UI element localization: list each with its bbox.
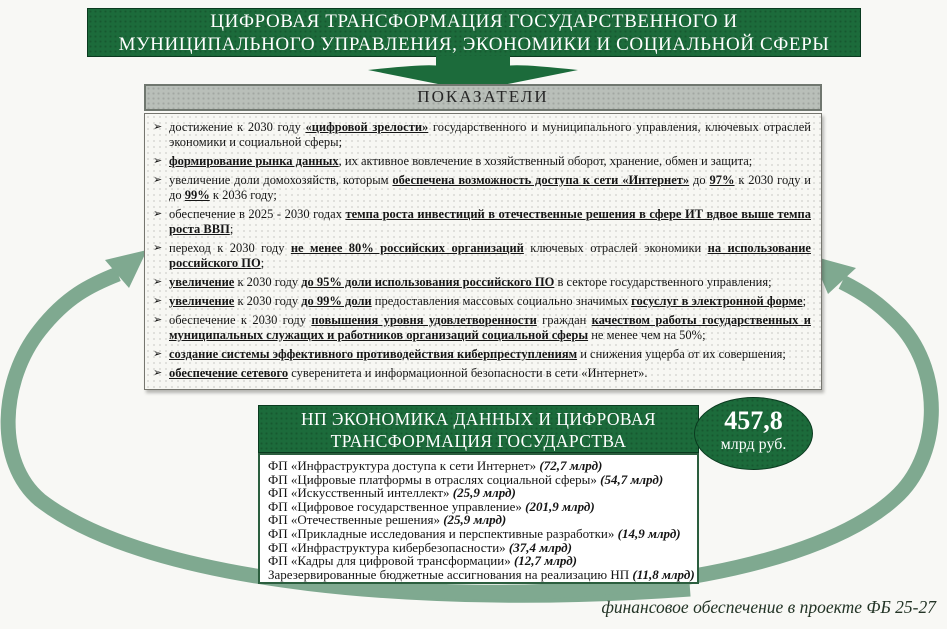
indicator-item (153, 366, 811, 381)
program-item-label: ФП «Кадры для цифровой трансформации» (268, 553, 514, 569)
program-item (268, 541, 691, 555)
program-item-label: ФП «Инфраструктура доступа к сети Интернет» (268, 458, 540, 473)
budget-value: 457,8 (724, 406, 783, 435)
footer-caption: финансовое обеспечение в проекте ФБ 25-27 (601, 597, 936, 617)
program-item (268, 459, 691, 473)
indicator-item (153, 154, 811, 169)
program-item-amount: (201,9 млрд) (525, 498, 595, 514)
bullet-arrow-icon: ➢ (153, 276, 163, 288)
indicator-item (153, 120, 811, 150)
indicator-text: обеспечение сетевого суверенитета и информационной безопасности в сети «Интернет». (169, 366, 648, 380)
indicator-item (153, 294, 811, 309)
program-item-label: ФП «Цифровое государственное управление» (268, 498, 526, 514)
program-item (268, 500, 691, 514)
bullet-arrow-icon: ➢ (153, 314, 163, 326)
indicator-item (153, 173, 811, 203)
program-item-amount: (54,7 млрд) (600, 471, 664, 487)
program-item-label: ФП «Отечественные решения» (268, 512, 444, 528)
program-item-label: ФП «Искусственный интеллект» (268, 485, 453, 501)
program-item (268, 473, 691, 487)
indicator-text: достижение к 2030 году «цифровой зрелости» государственного и муниципального управления, ключевых отраслей экономики и социальной сферы; (169, 120, 811, 149)
indicator-item (153, 207, 811, 237)
program-item (268, 527, 691, 541)
indicator-text: переход к 2030 году не менее 80% российских организаций ключевых отраслей экономики на использование российского ПО; (169, 241, 811, 270)
program-item-label: ФП «Прикладные исследования и перспективные разработки» (268, 525, 618, 541)
program-item-amount: (14,9 млрд) (617, 525, 681, 541)
program-item (268, 486, 691, 500)
page-title-line1: ЦИФРОВАЯ ТРАНСФОРМАЦИЯ ГОСУДАРСТВЕННОГО И (210, 11, 738, 32)
bullet-arrow-icon: ➢ (153, 242, 163, 254)
program-item-label: ФП «Цифровые платформы в отраслях социальной сферы» (268, 471, 601, 487)
indicator-text: обеспечение в 2025 - 2030 годах темпа роста инвестиций в отечественные решения в сфере ИТ вдвое выше темпа роста ВВП; (169, 207, 811, 236)
bullet-arrow-icon: ➢ (153, 295, 163, 307)
bullet-arrow-icon: ➢ (153, 121, 163, 133)
indicator-text: увеличение к 2030 году до 95% доли использования российского ПО в секторе государственного управления; (169, 275, 772, 289)
indicator-text: увеличение доли домохозяйств, которым обеспечена возможность доступа к сети «Интернет» до 97% к 2030 году и до 99% к 2036 году; (169, 173, 811, 202)
program-item-amount: (11,8 млрд) (632, 566, 695, 582)
indicator-text: увеличение к 2030 году до 99% доли предоставления массовых социально значимых госуслуг в электронной форме; (169, 294, 807, 308)
program-title-line1: НП ЭКОНОМИКА ДАННЫХ И ЦИФРОВАЯ (301, 409, 656, 429)
indicators-header: ПОКАЗАТЕЛИ (144, 84, 822, 111)
program-title (258, 405, 699, 453)
program-item (268, 554, 691, 568)
bullet-arrow-icon: ➢ (153, 348, 163, 360)
indicator-item (153, 241, 811, 271)
indicator-text: создание системы эффективного противодействия киберпреступлениям и снижения ущерба от их совершения; (169, 347, 786, 361)
program-title-line2: ТРАНСФОРМАЦИЯ ГОСУДАРСТВА (330, 431, 627, 451)
page-title (87, 8, 861, 57)
indicators-list (144, 113, 822, 390)
bullet-arrow-icon: ➢ (153, 208, 163, 220)
budget-unit: млрд руб. (720, 436, 787, 453)
program-item-amount: (25,9 млрд) (443, 512, 507, 528)
indicator-item (153, 275, 811, 290)
program-item-amount: (12,7 млрд) (513, 553, 577, 569)
indicator-item (153, 347, 811, 362)
program-item-amount: (37,4 млрд) (508, 539, 572, 555)
program-item-label: Зарезервированные бюджетные ассигнования на реализацию НП (268, 566, 633, 582)
bullet-arrow-icon: ➢ (153, 174, 163, 186)
page-title-line2: МУНИЦИПАЛЬНОГО УПРАВЛЕНИЯ, ЭКОНОМИКИ И СОЦИАЛЬНОЙ СФЕРЫ (118, 34, 830, 55)
program-item-label: ФП «Инфраструктура кибербезопасности» (268, 539, 509, 555)
budget-badge (694, 397, 813, 470)
program-item (268, 566, 695, 582)
indicator-item (153, 313, 811, 343)
bullet-arrow-icon: ➢ (153, 367, 163, 379)
program-item (268, 513, 691, 527)
program-item-amount: (25,9 млрд) (452, 485, 516, 501)
bullet-arrow-icon: ➢ (153, 155, 163, 167)
program-item-amount: (72,7 млрд) (539, 458, 603, 473)
program-list (258, 453, 699, 584)
indicator-text: формирование рынка данных, их активное вовлечение в хозяйственный оборот, хранение, обмен и защита; (169, 154, 753, 168)
indicator-text: обеспечение к 2030 году повышения уровня удовлетворенности граждан качеством работы государственных и муниципальных служащих и работников организаций социальной сферы не менее чем на 50%; (169, 313, 811, 342)
